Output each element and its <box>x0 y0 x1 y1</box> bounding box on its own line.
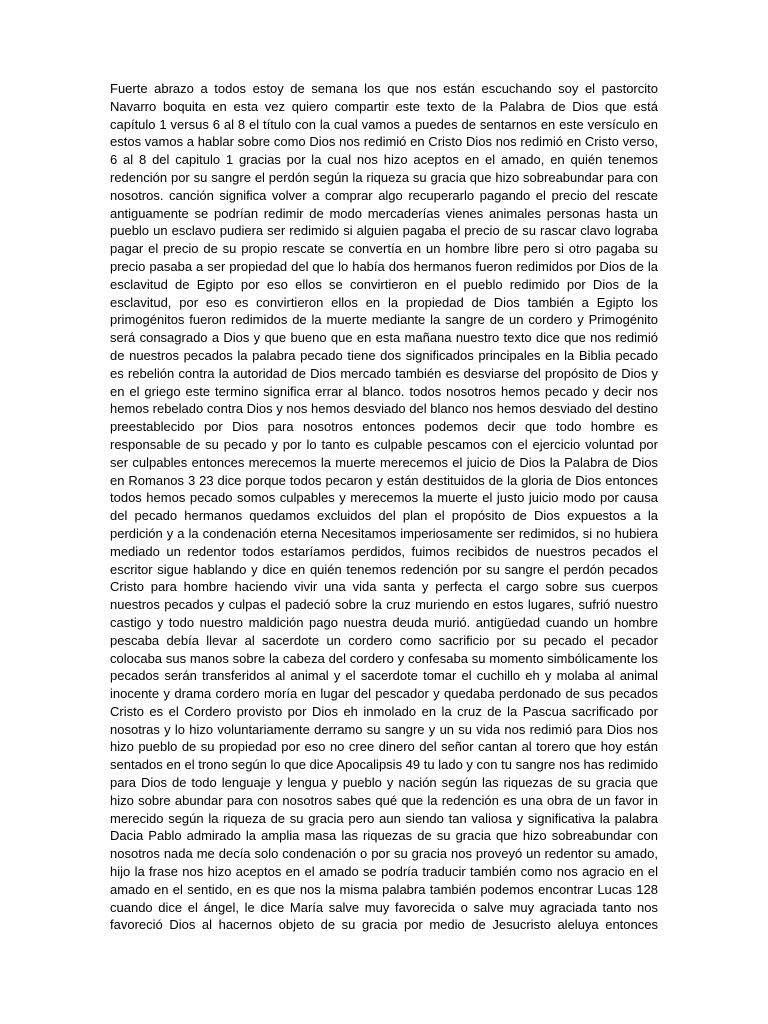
body-paragraph: Fuerte abrazo a todos estoy de semana los que nos están escuchando soy el pastorcito Navarro boquita en esta vez quiero compartir este texto de la Palabra de Dios que está capítulo 1 versus 6 al 8 el título con la cual vamos a puedes de sentarnos en este versículo en estos vamos a hablar sobre como Dios nos redimió en Cristo Dios nos redimió en Cristo verso, 6 al 8 del capitulo 1 gracias por la cual nos hizo aceptos en el amado, en quién tenemos redención por su sangre el perdón según la riqueza su gracia que hizo sobreabundar para con nosotros. canción significa volver a comprar algo recuperarlo pagando el precio del rescate antiguamente se podrían redimir de modo mercaderías vienes animales personas hasta un pueblo un esclavo pudiera ser redimido si alguien pagaba el precio de su rascar clavo lograba pagar el precio de su propio rescate se convertía en un hombre libre pero si otro pagaba su precio pasaba a ser propiedad del que lo había dos hermanos fueron redimidos por Dios de la esclavitud de Egipto por eso ellos se convirtieron en el pueblo redimido por Dios de la esclavitud, por eso es convirtieron ellos en la propiedad de Dios también a Egipto los primogénitos fueron redimidos de la muerte mediante la sangre de un cordero y Primogénito será consagrado a Dios y que bueno que en esta mañana nuestro texto dice que nos redimió de nuestros pecados la palabra pecado tiene dos significados principales en la Biblia pecado es rebelión contra la autoridad de Dios mercado también es desviarse del propósito de Dios y en el griego este termino significa errar al blanco. todos nosotros hemos pecado y decir nos hemos rebelado contra Dios y nos hemos desviado del blanco nos hemos desviado del destino preestablecido por Dios para nosotros entonces podemos decir que todo hombre es responsable de su pecado y por lo tanto es culpable pescamos con el ejercicio voluntad por ser culpables entonces merecemos la muerte merecemos el juicio de Dios la Palabra de Dios en Romanos 3 23 dice porque todos pecaron y están destituidos de la gloria de Dios entonces todos hemos pecado somos culpables y merecemos la muerte el justo juicio modo por causa del pecado hermanos quedamos excluidos del plan el propósito de Dios expuestos a la perdición y a la condenación eterna Necesitamos imperiosamente ser redimidos, si no hubiera mediado un redentor todos estaríamos perdidos, fuimos recibidos de nuestros pecados el escritor sigue hablando y dice en quién tenemos redención por su sangre el perdón pecados Cristo para hombre haciendo vivir una vida santa y perfecta el cargo sobre sus cuerpos nuestros pecados y culpas el padeció sobre la cruz muriendo en estos lugares, sufrió nuestro castigo y todo nuestro maldición pago nuestra deuda murió. antigüedad cuando un hombre pescaba debía llevar al sacerdote un cordero como sacrificio por su pecado el pecador colocaba sus manos sobre la cabeza del cordero y confesaba su momento simbólicamente los pecados serán transferidos al animal y el sacerdote tomar el cuchillo eh y molaba al animal inocente y drama cordero moría en lugar del pescador y quedaba perdonado de sus pecados Cristo es el Cordero provisto por Dios eh inmolado en la cruz de la Pascua sacrificado por nosotras y lo hizo voluntariamente derramo su sangre y un su vida nos redimió para Dios nos hizo pueblo de su propiedad por eso no cree dinero del señor cantan al torero que hoy están sentados en el trono según lo que dice Apocalipsis 49 tu lado y con tu sangre nos has redimido para Dios de todo lenguaje y lengua y pueblo y nación según las riquezas de su gracia que hizo sobre abundar para con nosotros sabes qué que la redención es una obra de un favor in merecido según la riqueza de su gracia pero aun siendo tan valiosa y significativa la palabra Dacia Pablo admirado la amplia masa las riquezas de su gracia que hizo sobreabundar con nosotros nada me decía solo condenación o por su gracia nos proveyó un redentor su amado, hijo la frase nos hizo aceptos en el amado se podría traducir también como nos agracio en el amado en el sentido, en es que nos la misma palabra también podemos encontrar Lucas 128 cuando dice el ángel, le dice María salve muy favorecida o salve muy agraciada tanto nos favoreció Dios al hacernos objeto de su gracia por medio de Jesucristo aleluya entonces <box>110 81 658 933</box>
